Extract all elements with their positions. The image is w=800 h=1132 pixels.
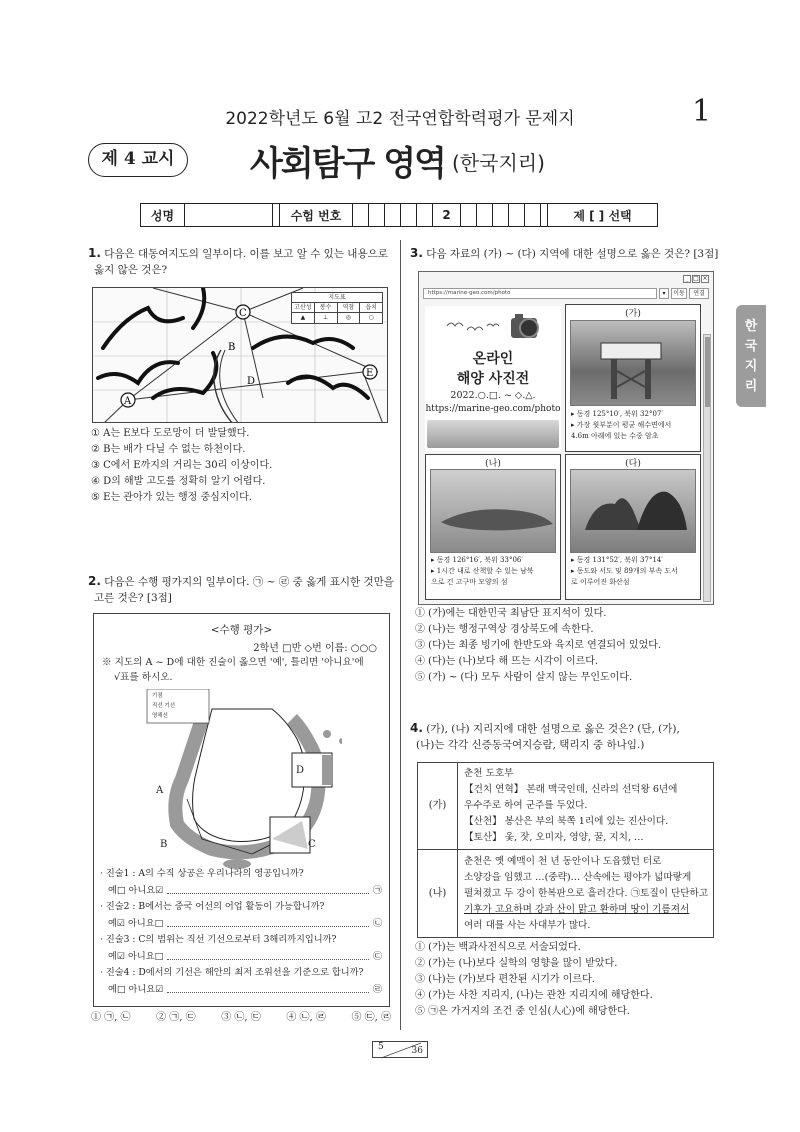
window-controls	[683, 275, 709, 283]
q4-option-3[interactable]: ③ (나)는 (가)보다 편찬된 시기가 이르다.	[415, 974, 595, 985]
q2-options	[91, 1010, 391, 1026]
selection-label: 제 [ ] 선택	[547, 204, 657, 226]
maximize-icon[interactable]: □	[693, 275, 699, 282]
photo-card-na	[425, 454, 561, 600]
platform-drawing	[571, 321, 697, 405]
island-na-image	[430, 469, 556, 553]
caption-ga-line3: 4.6m 아래에 있는 수중 암초	[571, 432, 659, 440]
q4-ga-line4: 【산천】 봉산은 부의 북쪽 1리에 있는 진산이다.	[464, 816, 669, 827]
page-number: 1	[692, 94, 712, 129]
q2-stem	[88, 573, 394, 606]
q2-map-label-a: A	[156, 785, 164, 796]
q4-number: 4.	[410, 721, 423, 735]
q2-stem-line2: 고른 것은? [3점]	[94, 592, 172, 604]
subject-title: 사회탐구 영역	[250, 144, 445, 184]
q4-stem-line2: (나)는 각각 신증동국여지승람, 택리지 중 하나임.)	[416, 739, 645, 751]
q4-label-ga: (가)	[418, 763, 458, 849]
beacon-icon: ⊥	[315, 313, 338, 323]
q2-option-1[interactable]: ① ㉠, ㉡	[91, 1012, 131, 1023]
q2-instruction	[102, 655, 384, 685]
exam-number-box[interactable]	[353, 204, 369, 226]
caption-na	[431, 555, 557, 588]
legend-town: 읍치	[365, 304, 377, 311]
q3-options	[415, 606, 725, 686]
exam-number-box[interactable]	[385, 204, 401, 226]
caption-da-line3: 로 이루어진 화산섬	[571, 578, 630, 586]
q4-na-line1: 춘천은 옛 예맥이 천 년 동안이나 도읍했던 터로	[464, 856, 662, 867]
q2-korea-map	[142, 689, 342, 869]
q1-option-1[interactable]: ① A는 E보다 도로망이 더 발달했다.	[91, 428, 250, 439]
exam-number-box[interactable]	[417, 204, 433, 226]
q1-stem-line1: 다음은 대동여지도의 일부이다. 이를 보고 알 수 있는 내용으로	[104, 248, 388, 260]
q4-source-table	[417, 762, 714, 938]
q4-body-na	[464, 854, 709, 934]
q4-option-2[interactable]: ② (가)는 (나)보다 실학의 영향을 많이 받았다.	[415, 958, 618, 969]
go-button[interactable]: 이동	[671, 288, 687, 299]
address-bar[interactable]: https://marine-geo.com/photo	[423, 288, 657, 299]
q4-body-ga	[464, 766, 709, 846]
caption-da-line2: ▸ 동도와 서도 및 89개의 부속 도서	[571, 567, 678, 575]
q2-answer-1[interactable]: 예□ 아니요☑	[108, 884, 164, 896]
legend-territorial-sea: 영해선	[152, 713, 168, 719]
name-label: 성명	[141, 204, 185, 226]
fortress-icon: ▲	[292, 313, 315, 323]
map-legend-title: 지도표	[292, 293, 382, 303]
q4-ga-line1: 춘천 도호부	[464, 768, 514, 779]
map-legend	[291, 292, 383, 324]
q4-ga-line5: 【토산】 옻, 잣, 오미자, 영양, 꿀, 지치, …	[464, 832, 644, 843]
q2-stem-line1: 다음은 수행 평가지의 일부이다. ㉠ ~ ㉣ 중 옳게 표시한 것만을	[104, 576, 394, 588]
q2-answer-row-3	[100, 949, 382, 966]
caption-ga-line1: ▸ 동경 125°10′, 북위 32°07′	[571, 410, 663, 418]
minimize-icon[interactable]: _	[683, 275, 691, 283]
q1-daedong-map	[92, 287, 388, 423]
map-label-d: D	[247, 376, 256, 387]
q3-option-1[interactable]: ① (가)에는 대한민국 최남단 표지석이 있다.	[415, 608, 607, 619]
q2-mark-3: ㉢	[372, 950, 382, 962]
q4-ga-line2: 【건치 연혁】 본래 맥국인데, 신라의 선덕왕 6년에	[464, 784, 678, 795]
q2-map-legend	[152, 691, 175, 721]
q2-box-title: <수행 평가>	[210, 624, 273, 636]
scrollbar-thumb[interactable]	[705, 337, 710, 407]
q4-options	[415, 940, 725, 1020]
photo-card-ga	[565, 304, 701, 452]
q2-assessment-box	[93, 613, 390, 1007]
legend-straight-baseline: 직선 기선	[152, 703, 176, 709]
q3-browser-window	[418, 271, 714, 605]
q2-map-label-b: B	[160, 839, 168, 850]
footer-page: 5	[378, 1042, 384, 1052]
q2-statement-1: · 진술1 : A의 수직 상공은 우리나라의 영공입니까?	[100, 868, 304, 879]
exhibit-url: https://marine-geo.com/photo	[425, 404, 561, 414]
legend-beacon: 봉수	[315, 303, 338, 312]
q4-na-line2: 소양강을 임했고 …(중략)… 산속에는 평야가 넓따랗게	[464, 872, 692, 883]
q4-stem	[410, 720, 730, 753]
q1-option-5[interactable]: ⑤ E는 관아가 있는 행정 중심지이다.	[91, 492, 252, 503]
exam-number-box[interactable]	[369, 204, 385, 226]
q4-option-5[interactable]: ⑤ ㉠은 가거지의 조건 중 인심(人心)에 해당한다.	[415, 1006, 630, 1017]
q2-instruction-line1: ※ 지도의 A ~ D에 대한 진술이 옳으면 '예', 틀리면 '아니요'에	[102, 657, 364, 668]
sea-image	[427, 420, 559, 448]
photo-card-da	[565, 454, 701, 600]
column-divider	[400, 240, 401, 1030]
student-info-bar	[140, 203, 658, 227]
town-icon: ○	[368, 314, 374, 321]
q2-mark-2: ㉡	[372, 917, 382, 929]
scrollbar[interactable]	[703, 334, 711, 602]
page-footer	[372, 1041, 428, 1058]
q2-statement-4: · 진술4 : D에서의 기선은 해안의 최저 조위선을 기준으로 합니까?	[100, 967, 364, 978]
exam-number-box[interactable]	[525, 204, 541, 226]
caption-ga-line2: ▸ 가장 윗부분이 평균 해수면에서	[571, 421, 672, 429]
q2-map-label-d: D	[296, 765, 305, 776]
q2-statement-3: · 진술3 : C의 범위는 직선 기선으로부터 3해리까지입니까?	[100, 934, 337, 945]
q2-mark-1: ㉠	[372, 884, 382, 896]
ocean-platform-image	[570, 320, 696, 406]
q4-ga-line3: 우수주로 하여 군주를 두었다.	[464, 800, 588, 811]
q1-number: 1.	[88, 246, 101, 260]
photo-label-na: (나)	[485, 459, 501, 469]
caption-da	[571, 555, 697, 588]
photo-label-ga: (가)	[625, 309, 641, 319]
q3-option-3[interactable]: ③ (다)는 최종 빙기에 한반도와 육지로 연결되어 있었다.	[415, 640, 662, 651]
q4-na-line4: 기후가 고요하며 강과 산이 맑고 환하며 땅이 기름져서	[464, 904, 690, 915]
q2-answer-row-1	[100, 883, 382, 900]
q2-option-2[interactable]: ② ㉠, ㉢	[156, 1012, 196, 1023]
photo-label-da: (다)	[625, 459, 641, 469]
q2-option-3[interactable]: ③ ㉡, ㉢	[221, 1012, 261, 1023]
caption-na-line2: ▸ 1시간 내로 산책할 수 있는 남북	[431, 567, 534, 575]
exam-number-box[interactable]	[461, 204, 477, 226]
q2-answer-3[interactable]: 예☑ 아니요□	[108, 950, 164, 962]
caption-ga	[571, 409, 697, 442]
q3-option-4[interactable]: ④ (다)는 (나)보다 해 뜨는 시각이 이르다.	[415, 656, 599, 667]
caption-da-line1: ▸ 동경 131°52′, 북위 37°14′	[571, 556, 663, 564]
exhibit-panel	[425, 306, 561, 451]
exhibit-title-1: 온라인	[472, 351, 514, 367]
dropdown-icon[interactable]: ▾	[659, 288, 669, 299]
island-na-drawing	[431, 470, 557, 552]
exhibit-date: 2022.○.□. ~ ◇.△.	[450, 390, 536, 401]
island-da-image	[570, 469, 696, 553]
q2-option-5[interactable]: ⑤ ㉢, ㉣	[351, 1012, 391, 1023]
session-badge: 제 4 교시	[88, 143, 188, 177]
q1-option-4[interactable]: ④ D의 해발 고도를 정확히 알기 어렵다.	[91, 476, 266, 487]
camera-icon	[509, 310, 549, 342]
q2-answer-2[interactable]: 예☑ 아니요□	[108, 917, 164, 929]
caption-na-line1: ▸ 동경 126°16′, 북위 33°06′	[431, 556, 523, 564]
q1-option-2[interactable]: ② B는 배가 다닐 수 없는 하천이다.	[91, 444, 246, 455]
q2-answer-4[interactable]: 예□ 아니요☑	[108, 983, 164, 995]
legend-fortress: 고산성	[292, 303, 315, 312]
exhibit-title-2: 해양 사진전	[456, 371, 530, 387]
exam-number-label: 수험 번호	[279, 204, 353, 226]
footer-total: 36	[411, 1046, 423, 1056]
caption-na-line3: 으로 긴 고구마 모양의 섬	[431, 578, 508, 586]
map-label-a: A	[124, 396, 132, 407]
close-icon[interactable]: ×	[702, 275, 708, 282]
q4-label-na: (나)	[418, 850, 458, 938]
q2-statements	[100, 866, 382, 998]
q1-options	[91, 426, 391, 506]
q2-map-label-c: C	[308, 839, 316, 850]
q3-number: 3.	[410, 246, 423, 260]
q3-stem	[410, 245, 730, 262]
subject-side-tab: 한 국 지 리	[736, 305, 766, 407]
q2-answer-row-2	[100, 916, 382, 933]
station-icon: ◎	[338, 313, 361, 323]
q2-statement-2: · 진술2 : B에서는 중국 어선의 어업 활동이 가능합니까?	[100, 901, 325, 912]
q2-number: 2.	[88, 574, 101, 588]
q2-mark-4: ㉣	[372, 983, 382, 995]
map-label-c: C	[239, 308, 247, 319]
q3-option-5[interactable]: ⑤ (가) ~ (다) 모두 사람이 살지 않는 무인도이다.	[415, 672, 633, 683]
q2-student-line: 2학년 □반 ◇번 이름: ○○○	[253, 643, 377, 654]
q4-row-divider	[418, 849, 713, 850]
exam-number-box[interactable]	[401, 204, 417, 226]
legend-base-point: 기점	[152, 693, 163, 699]
q4-option-1[interactable]: ① (가)는 백과사전식으로 서술되었다.	[415, 942, 581, 953]
q4-option-4[interactable]: ④ (가)는 사찬 지리지, (나)는 관찬 지리지에 해당한다.	[415, 990, 653, 1001]
seagull-icons	[445, 314, 505, 334]
q4-na-line3: 펼쳐졌고 두 강이 한복판으로 흘러간다. ㉠토질이 단단하고	[464, 888, 709, 899]
q3-stem-text: 다음 자료의 (가) ~ (다) 지역에 대한 설명으로 옳은 것은? [3점]	[426, 248, 719, 260]
exam-number-box[interactable]	[509, 204, 525, 226]
q4-stem-line1: (가), (나) 지리지에 대한 설명으로 옳은 것은? (단, (가),	[426, 723, 680, 735]
exam-title: 2022학년도 6월 고2 전국연합학력평가 문제지	[225, 109, 575, 129]
q2-option-4[interactable]: ④ ㉡, ㉣	[286, 1012, 326, 1023]
q1-option-3[interactable]: ③ C에서 E까지의 거리는 30리 이상이다.	[91, 460, 273, 471]
q2-instruction-line2: √표를 하시오.	[114, 672, 173, 683]
map-label-b: B	[228, 342, 236, 353]
subject-subtitle: (한국지리)	[452, 151, 545, 175]
island-da-drawing	[571, 470, 697, 552]
q1-stem	[88, 245, 394, 278]
exam-number-box[interactable]	[493, 204, 509, 226]
exam-number-digit: 2	[433, 204, 461, 226]
q1-stem-line2: 옳지 않은 것은?	[94, 264, 168, 276]
q2-answer-row-4	[100, 982, 382, 999]
exam-number-box[interactable]	[477, 204, 493, 226]
legend-station: 역참	[338, 303, 361, 312]
link-button[interactable]: 연결	[689, 288, 709, 299]
q3-option-2[interactable]: ② (나)는 행정구역상 경상북도에 속한다.	[415, 624, 594, 635]
name-field[interactable]	[185, 204, 273, 226]
q4-na-line5: 여러 대를 사는 사대부가 많다.	[464, 920, 591, 931]
map-label-e: E	[366, 368, 374, 379]
